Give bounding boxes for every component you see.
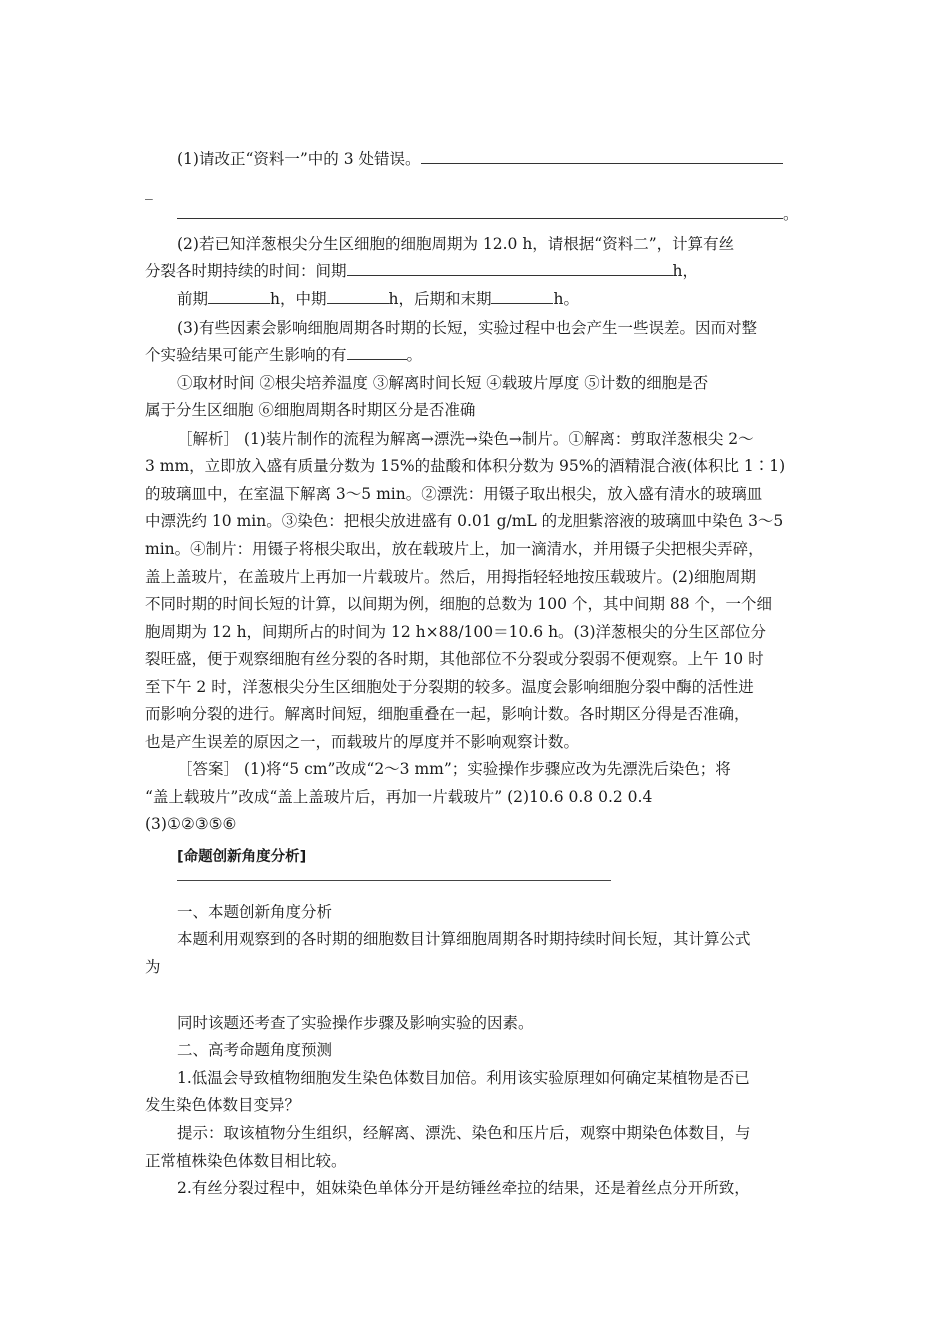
- q1-end-mark: 。: [783, 205, 799, 223]
- q3-prompt: 个实验结果可能产生影响的有: [145, 346, 347, 364]
- answer-line-3: (3)①②③⑤⑥: [145, 815, 237, 833]
- q2-line-3: [177, 288, 579, 310]
- q1-line-2: [177, 203, 799, 225]
- hint-1-line-1: 提示：取该植物分生组织，经解离、漂洗、染色和压片后，观察中期染色体数目，与: [177, 1124, 751, 1142]
- analysis-line-10: 至下午 2 时，洋葱根尖分生区细胞处于分裂期的较多。温度会影响细胞分裂中酶的活性进: [145, 678, 754, 696]
- q3-line-2: [145, 344, 422, 366]
- section-1-title: 一、本题创新角度分析: [177, 903, 333, 921]
- hint-1-line-2: 正常植株染色体数目相比较。: [145, 1152, 347, 1170]
- innovation-divider: [177, 880, 611, 881]
- q3-end: 。: [406, 346, 423, 364]
- q1-line: [177, 148, 783, 170]
- q1-dash: _: [145, 182, 153, 200]
- section-1-line-2: 为: [145, 958, 161, 976]
- analysis-line-3: 的玻璃皿中，在室温下解离 3～5 min。②漂洗：用镊子取出根尖，放入盛有清水的玻璃皿: [145, 485, 763, 503]
- prediction-2-line-1: 2.有丝分裂过程中，姐妹染色单体分开是纺锤丝牵拉的结果，还是着丝点分开所致，: [177, 1179, 750, 1197]
- analysis-line-8: 胞周期为 12 h，间期所占的时间为 12 h×88/100＝10.6 h。(3)洋葱根尖的分生区部位分: [145, 623, 767, 641]
- analysis-line-4: 中漂洗约 10 min。③染色：把根尖放进盛有 0.01 g/mL 的龙胆紫溶液的玻璃皿中染色 3～5: [145, 512, 784, 530]
- section-1-line-3: 同时该题还考查了实验操作步骤及影响实验的因素。: [177, 1014, 534, 1032]
- analysis-line-11: 而影响分裂的进行。解离时间短，细胞重叠在一起，影响计数。各时期区分得是否准确，: [145, 705, 750, 723]
- q2-line-2: [145, 260, 698, 282]
- section-2-title: 二、高考命题角度预测: [177, 1041, 333, 1059]
- prediction-1-line-2: 发生染色体数目变异？: [145, 1096, 301, 1114]
- answer-line-2: “盖上载玻片”改成“盖上盖玻片后，再加一片载玻片” (2)10.6 0.8 0.2 0.4: [145, 788, 653, 806]
- answer-line-1: ［答案］ (1)将“5 cm”改成“2～3 mm”；实验操作步骤应改为先漂洗后染色；将: [177, 760, 731, 778]
- q2-unit-h: h，: [672, 262, 698, 280]
- analysis-line-5: min。④制片：用镊子将根尖取出，放在载玻片上，加一滴清水，并用镊子尖把根尖弄碎，: [145, 540, 764, 558]
- analysis-line-12: 也是产生误差的原因之一，而载玻片的厚度并不影响观察计数。: [145, 733, 580, 751]
- interphase-blank[interactable]: [347, 260, 673, 276]
- q3-line-1: (3)有些因素会影响细胞周期各时期的长短，实验过程中也会产生一些误差。因而对整: [177, 319, 757, 337]
- q2-interphase-label: 分裂各时期持续的时间：间期: [145, 262, 347, 280]
- analysis-line-1: ［解析］ (1)装片制作的流程为解离→漂洗→染色→制片。①解离：剪取洋葱根尖 2～: [177, 430, 754, 448]
- prophase-blank[interactable]: [208, 288, 270, 304]
- anaphase-telophase-label: h，后期和末期: [388, 290, 492, 308]
- section-1-line-1: 本题利用观察到的各时期的细胞数目计算细胞周期各时期持续时间长短，其计算公式: [177, 930, 751, 948]
- innovation-heading: [命题创新角度分析]: [177, 849, 307, 865]
- q2-end: h。: [553, 290, 579, 308]
- analysis-line-7: 不同时期的时间长短的计算，以间期为例，细胞的总数为 100 个，其中间期 88 个，一个细: [145, 595, 773, 613]
- analysis-line-6: 盖上盖玻片，在盖玻片上再加一片载玻片。然后，用拇指轻轻地按压载玻片。(2)细胞周期: [145, 568, 756, 586]
- metaphase-label: h，中期: [270, 290, 327, 308]
- q1-answer-blank-2[interactable]: [177, 203, 783, 219]
- metaphase-blank[interactable]: [327, 288, 389, 304]
- prophase-label: 前期: [177, 290, 209, 308]
- prediction-1-line-1: 1.低温会导致植物细胞发生染色体数目加倍。利用该实验原理如何确定某植物是否已: [177, 1069, 750, 1087]
- anaphase-telophase-blank[interactable]: [491, 288, 553, 304]
- q1-answer-blank-1[interactable]: [421, 148, 783, 164]
- analysis-line-9: 裂旺盛，便于观察细胞有丝分裂的各时期，其他部位不分裂或分裂弱不便观察。上午 10 时: [145, 650, 764, 668]
- q3-options-1: ①取材时间 ②根尖培养温度 ③解离时间长短 ④载玻片厚度 ⑤计数的细胞是否: [177, 374, 709, 392]
- q1-prompt: (1)请改正“资料一”中的 3 处错误。: [177, 150, 421, 168]
- q3-answer-blank[interactable]: [347, 344, 407, 360]
- q3-options-2: 属于分生区细胞 ⑥细胞周期各时期区分是否准确: [145, 401, 476, 419]
- analysis-line-2: 3 mm，立即放入盛有质量分数为 15%的盐酸和体积分数为 95%的酒精混合液(体积比 1∶1): [145, 457, 786, 475]
- q2-line-1: (2)若已知洋葱根尖分生区细胞的细胞周期为 12.0 h，请根据“资料二”，计算有丝: [177, 235, 735, 253]
